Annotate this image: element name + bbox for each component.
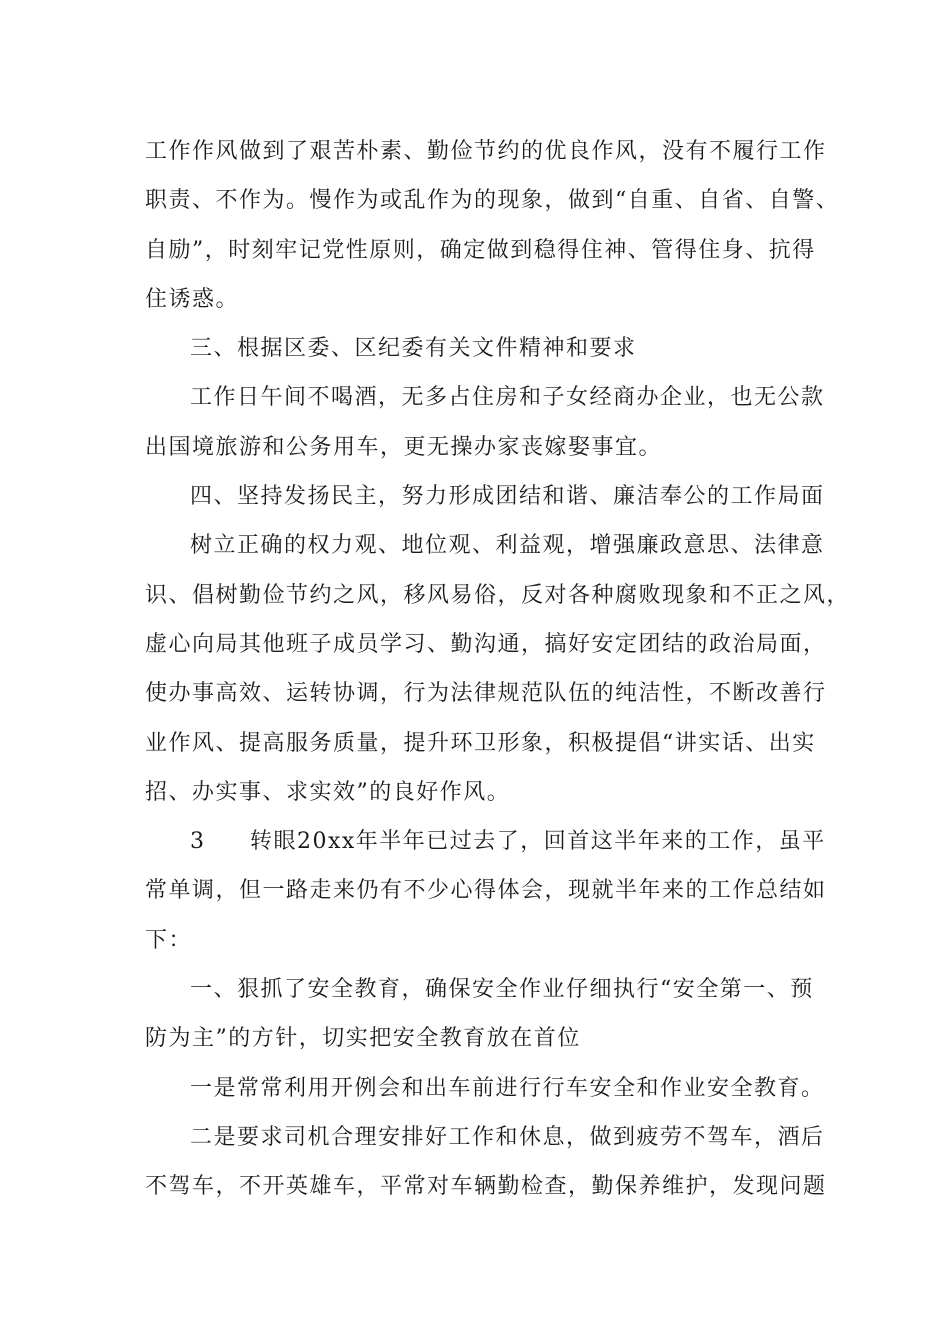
document-body	[145, 127, 851, 1212]
text-line: 防为主”的方针，切实把安全教育放在首位	[145, 1026, 581, 1052]
text-line: 工作作风做到了艰苦朴素、勤俭节约的优良作风，没有不履行工作	[145, 139, 827, 164]
text-line: 常单调，但一路走来仍有不少心得体会，现就半年来的工作总结如	[145, 878, 827, 904]
text-line: 识、倡树勤俭节约之风，移风易俗，反对各种腐败现象和不正之风，	[145, 582, 851, 608]
text-line: 二是要求司机合理安排好工作和休息，做到疲劳不驾车，酒后	[190, 1124, 825, 1150]
text-line: 虚心向局其他班子成员学习、勤沟通，搞好安定团结的政治局面，	[145, 631, 827, 657]
text-line: 转眼20xx年半年已过去了，回首这半年来的工作，虽平	[250, 829, 826, 855]
text-line: 出国境旅游和公务用车，更无操办家丧嫁娶事宜。	[145, 434, 663, 460]
section-heading: 四、坚持发扬民主，努力形成团结和谐、廉洁奉公的工作局面	[190, 484, 825, 510]
text-line: 工作日午间不喝酒，无多占住房和子女经商办企业，也无公款	[190, 385, 825, 411]
text-line: 住诱惑。	[145, 286, 240, 312]
text-line: 使办事高效、运转协调，行为法律规范队伍的纯洁性，不断改善行	[145, 681, 827, 707]
text-line: 不驾车，不开英雄车，平常对车辆勤检查，勤保养维护，发现问题	[145, 1174, 827, 1200]
text-line: 下：	[145, 927, 193, 953]
text-line: 职责、不作为。慢作为或乱作为的现象，做到“自重、自省、自警、	[145, 188, 840, 214]
text-line: 一是常常利用开例会和出车前进行行车安全和作业安全教育。	[190, 1075, 825, 1101]
numbered-paragraph-start	[145, 817, 826, 866]
section-heading: 三、根据区委、区纪委有关文件精神和要求	[190, 336, 637, 362]
text-line: 自励”，时刻牢记党性原则，确定做到稳得住神、管得住身、抗得	[145, 237, 816, 263]
text-line: 树立正确的权力观、地位观、利益观，增强廉政意思、法律意	[190, 533, 825, 559]
text-line: 招、办实事、求实效”的良好作风。	[145, 779, 511, 805]
section-heading: 一、狠抓了安全教育，确保安全作业仔细执行“安全第一、预	[190, 977, 814, 1003]
paragraph-number: 3	[190, 829, 206, 855]
text-line: 业作风、提高服务质量，提升环卫形象，积极提倡“讲实话、出实	[145, 730, 816, 756]
